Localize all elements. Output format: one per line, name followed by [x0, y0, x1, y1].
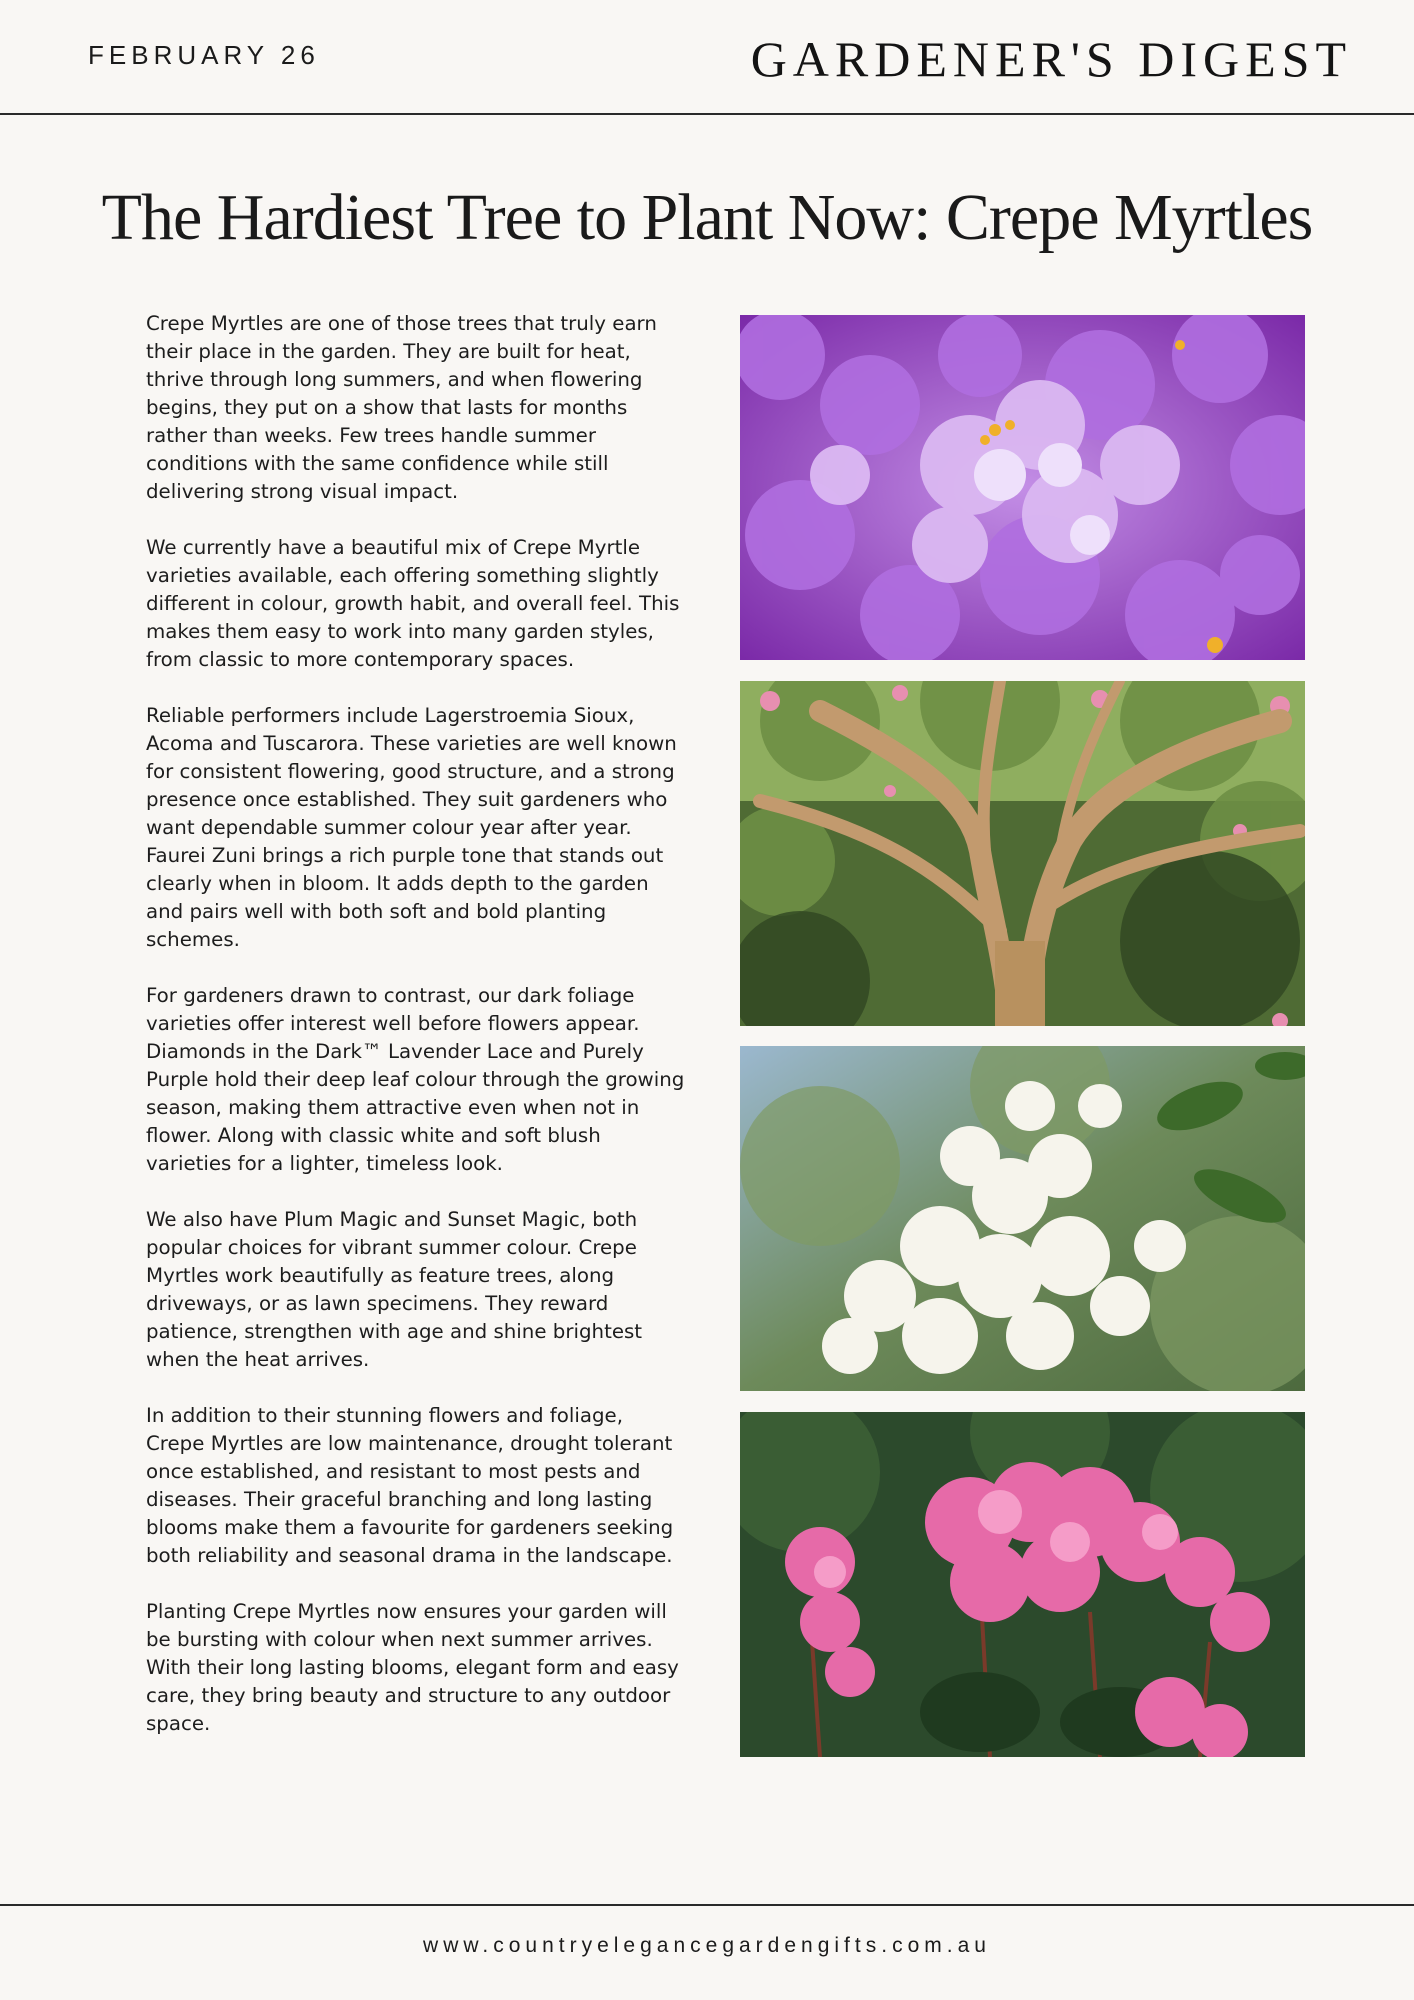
- article-paragraph: Planting Crepe Myrtles now ensures your garden will be bursting with colour when next summer arrives. With their long lasting blooms, elegant form and easy care, they bring beauty and structure to any outdoor space.: [146, 1600, 679, 1735]
- publication-title: GARDENER'S DIGEST: [750, 31, 1352, 87]
- white-crepe-myrtle-photo: [740, 1046, 1305, 1391]
- article-paragraph: In addition to their stunning flowers and foliage, Crepe Myrtles are low maintenance, drought tolerant once established, and resistant to most pests and diseases. Their graceful branching and long lasting blooms make them a favourite for gardeners seeking both reliability and seasonal drama in the landscape.: [146, 1404, 674, 1567]
- article-paragraph: We also have Plum Magic and Sunset Magic, both popular choices for vibrant summer colour. Crepe Myrtles work beautifully as feature trees, along driveways, or as lawn specimens. They reward patience, strengthen with age and shine brightest when the heat arrives.: [146, 1208, 643, 1371]
- article-title: The Hardiest Tree to Plant Now: Crepe Myrtles: [101, 181, 1313, 254]
- website-url: www.countryelegancegardengifts.com.au: [423, 1934, 991, 1957]
- purple-crepe-myrtle-photo: [740, 315, 1305, 660]
- crepe-myrtle-trunk-photo: [740, 681, 1305, 1026]
- article-paragraph: We currently have a beautiful mix of Crepe Myrtle varieties available, each offering something slightly different in colour, growth habit, and overall feel. This makes them easy to work into many garden styles, from classic to more contemporary spaces.: [146, 536, 680, 671]
- article-body: [146, 310, 686, 1766]
- article-paragraph: Crepe Myrtles are one of those trees that truly earn their place in the garden. They are built for heat, thrive through long summers, and when flowering begins, they put on a show that lasts for months rather than weeks. Few trees handle summer conditions with the same confidence while still delivering strong visual impact.: [146, 312, 657, 503]
- issue-date: FEBRUARY 26: [88, 40, 320, 70]
- pink-crepe-myrtle-photo: [740, 1412, 1305, 1757]
- article-paragraph: For gardeners drawn to contrast, our dark foliage varieties offer interest well before flowers appear. Diamonds in the Dark™ Lavender Lace and Purely Purple hold their deep leaf colour through the growing season, making them attractive even when not in flower. Along with classic white and soft blush varieties for a lighter, timeless look.: [146, 984, 685, 1175]
- footer-divider: [0, 1904, 1414, 1906]
- page-header: [0, 0, 1414, 115]
- article-paragraph: Reliable performers include Lagerstroemia Sioux, Acoma and Tuscarora. These varieties are well known for consistent flowering, good structure, and a strong presence once established. They suit gardeners who want dependable summer colour year after year. Faurei Zuni brings a rich purple tone that stands out clearly when in bloom. It adds depth to the garden and pairs well with both soft and bold planting schemes.: [146, 704, 677, 951]
